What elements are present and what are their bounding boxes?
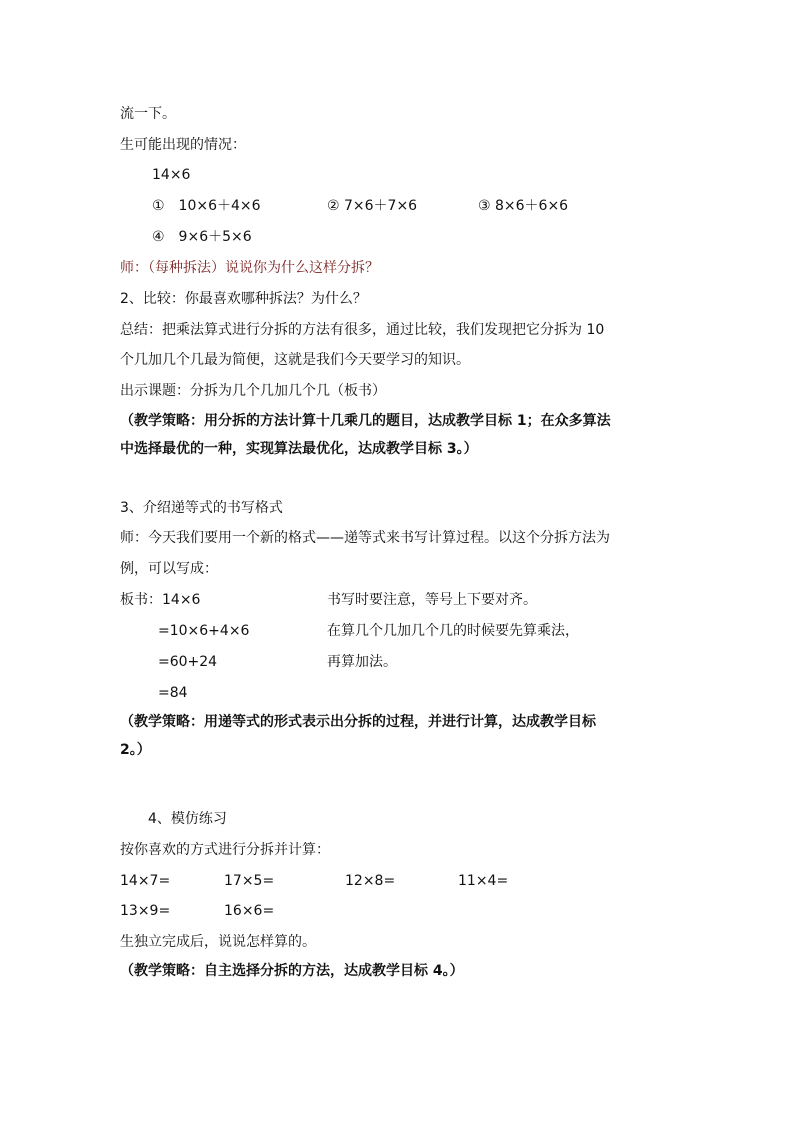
teacher-question: 师：（每种拆法）说说你为什么这样分拆？: [120, 260, 379, 276]
teacher-line-1: 师：今天我们要用一个新的格式——递等式来书写计算过程。以这个分拆方法为: [120, 530, 610, 546]
split-option-4: ④ 9×6＋5×6: [152, 229, 252, 245]
practice-followup: 生独立完成后，说说怎样算的。: [120, 934, 316, 950]
topic-line: 出示课题：分拆为几个几加几个几（板书）: [120, 383, 386, 399]
practice-instruction: 按你喜欢的方式进行分拆并计算：: [120, 842, 330, 858]
practice-problem: 14×7=: [120, 873, 171, 889]
board-step-3: =84: [158, 685, 188, 701]
board-note-3: 再算加法。: [327, 654, 397, 670]
intro-expression: 14×6: [152, 167, 191, 183]
strategy-1-line-2: 中选择最优的一种，实现算法最优化，达成教学目标 3。）: [120, 441, 478, 457]
strategy-1-line-1: （教学策略：用分拆的方法计算十几乘几的题目，达成教学目标 1；在众多算法: [120, 413, 611, 429]
board-note-1: 书写时要注意，等号上下要对齐。: [327, 592, 537, 608]
practice-problem: 12×8=: [345, 873, 396, 889]
intro-line-1: 流一下。: [120, 106, 176, 122]
format-title: 3、介绍递等式的书写格式: [120, 500, 283, 516]
board-label: 板书：14×6: [120, 592, 201, 608]
strategy-2-line-2: 2。）: [120, 742, 151, 758]
summary-line-1: 总结：把乘法算式进行分拆的方法有很多，通过比较，我们发现把它分拆为 10: [120, 322, 605, 338]
strategy-3-line: （教学策略：自主选择分拆的方法，达成教学目标 4。）: [120, 963, 464, 979]
teacher-line-2: 例，可以写成：: [120, 561, 218, 577]
practice-problem: 16×6=: [224, 903, 275, 919]
compare-title: 2、比较：你最喜欢哪种拆法？为什么？: [120, 291, 367, 307]
split-option-2: ② 7×6＋7×6: [327, 198, 418, 214]
board-step-1: =10×6+4×6: [158, 623, 250, 639]
practice-problem: 13×9=: [120, 903, 171, 919]
split-option-3: ③ 8×6＋6×6: [478, 198, 569, 214]
summary-line-2: 个几加几个几最为简便，这就是我们今天要学习的知识。: [120, 352, 470, 368]
split-option-1: ① 10×6＋4×6: [152, 198, 261, 214]
practice-problem: 17×5=: [224, 873, 275, 889]
strategy-2-line-1: （教学策略：用递等式的形式表示出分拆的过程，并进行计算，达成教学目标: [120, 714, 596, 730]
board-step-2: =60+24: [158, 654, 218, 670]
board-note-2: 在算几个几加几个几的时候要先算乘法，: [327, 623, 579, 639]
practice-title: 4、模仿练习: [148, 811, 227, 827]
intro-line-2: 生可能出现的情况：: [120, 137, 246, 153]
practice-problem: 11×4=: [458, 873, 509, 889]
